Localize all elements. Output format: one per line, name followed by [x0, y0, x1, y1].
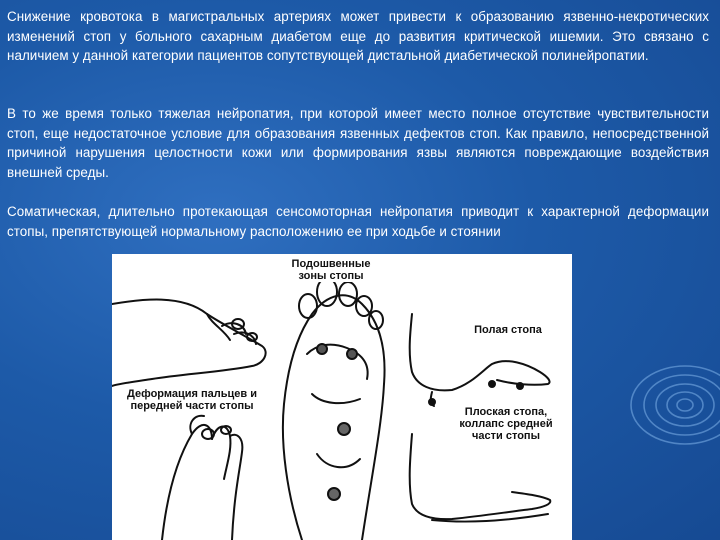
- paragraph-neuropathy: В то же время только тяжелая нейропатия, при которой имеет место полное отсутствие чувствительности стоп, еще недостаточное условие для образования язвенных дефектов стоп. Как правило, непосредственной причиной нарушения целостности кожи или формирования язвы являются повреждающие воздействия внешней среды.: [7, 106, 709, 180]
- label-hollow-foot: Полая стопа: [464, 324, 552, 336]
- paragraph-deformation: Соматическая, длительно протекающая сенсомоторная нейропатия приводит к характерной деформации стопы, препятствующей нормальному расположению ее при ходьбе и стоянии: [7, 204, 709, 239]
- label-plantar-zones: Подошвенные зоны стопы: [288, 258, 374, 282]
- paragraph-blood-flow: Снижение кровотока в магистральных артериях может привести к образованию язвенно-некротических изменений стоп у больного сахарным диабетом еще до развития критической ишемии. Это связано с наличием у данной категории пациентов сопутствующей дистальной диабетической полинейропатии.: [7, 9, 709, 63]
- water-ripple-decoration: [610, 360, 720, 450]
- foot-deformity-illustration: [112, 254, 572, 540]
- label-flat-foot: Плоская стопа, коллапс средней части стопы: [454, 406, 558, 442]
- label-toe-deformity: Деформация пальцев и передней части стопы: [112, 388, 272, 412]
